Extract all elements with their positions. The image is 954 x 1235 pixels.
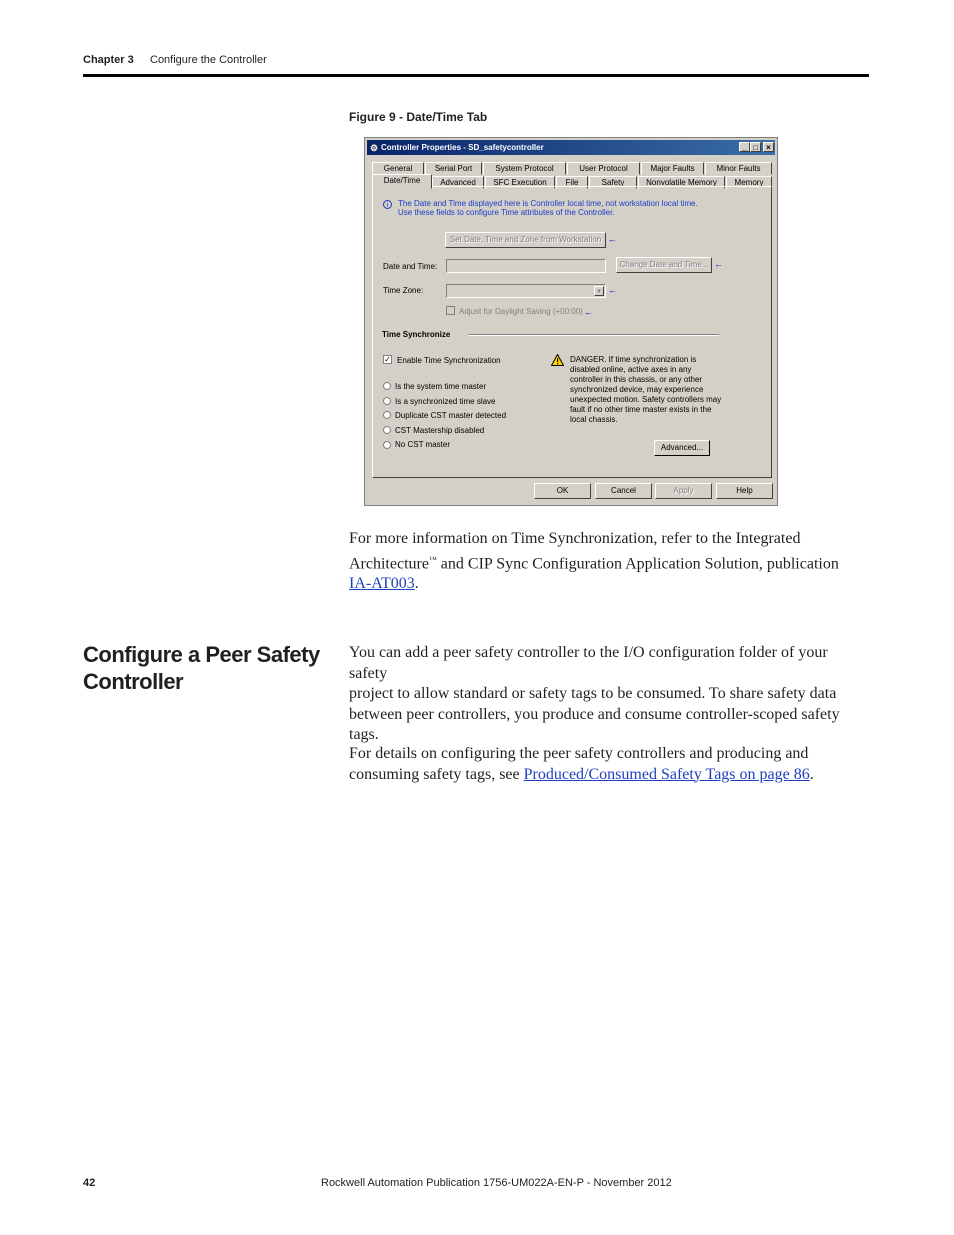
time-zone-label: Time Zone:: [383, 286, 424, 295]
radio-label: No CST master: [395, 440, 450, 449]
tab-advanced[interactable]: Advanced: [432, 176, 484, 189]
radio-mastership-disabled[interactable]: [383, 426, 391, 434]
cancel-button[interactable]: Cancel: [595, 483, 652, 499]
arrow-left-icon: ←: [608, 285, 617, 295]
arrow-left-icon: ←: [608, 234, 617, 244]
tab-minor-faults[interactable]: Minor Faults: [705, 162, 772, 175]
tab-system-protocol[interactable]: System Protocol: [483, 162, 566, 175]
daylight-saving-label: Adjust for Daylight Saving (+00:00): [459, 307, 583, 316]
radio-label: Is the system time master: [395, 382, 487, 391]
app-icon: ⚙: [370, 143, 379, 153]
help-button[interactable]: Help: [716, 483, 773, 499]
info-line-2: Use these fields to configure Time attributes of the Controller.: [398, 208, 615, 217]
para-line: consuming safety tags, see: [349, 765, 524, 783]
danger-line-2: disabled online, active axes in any: [570, 365, 692, 374]
para-line: tags.: [349, 726, 379, 743]
arrow-left-icon: ←: [584, 307, 593, 317]
info-line-1: The Date and Time displayed here is Controller local time, not workstation local time.: [398, 199, 698, 208]
details-paragraph: [349, 744, 869, 785]
time-sync-paragraph: [349, 529, 869, 595]
danger-line-1: DANGER. If time synchronization is: [570, 355, 697, 364]
chevron-down-icon[interactable]: ▼: [594, 286, 604, 296]
tab-nonvolatile-memory[interactable]: Nonvolatile Memory: [638, 176, 725, 189]
para-line: project to allow standard or safety tags to be consumed. To share safety data: [349, 685, 837, 702]
close-icon[interactable]: ×: [763, 142, 774, 152]
time-synchronize-heading: Time Synchronize: [382, 330, 451, 339]
arrow-left-icon: ←: [714, 259, 723, 269]
tab-user-protocol[interactable]: User Protocol: [567, 162, 640, 175]
daylight-saving-checkbox[interactable]: [446, 306, 455, 315]
trademark: ™: [428, 554, 437, 564]
chapter-title: Configure the Controller: [150, 54, 267, 66]
para-line: You can add a peer safety controller to the I/O configuration folder of your safety: [349, 644, 828, 682]
danger-line-5: unexpected motion. Safety controllers may: [570, 395, 722, 404]
radio-label: Is a synchronized time slave: [395, 397, 496, 406]
tab-safety[interactable]: Safety: [589, 176, 637, 189]
para-end: .: [809, 765, 814, 783]
tab-serial-port[interactable]: Serial Port: [425, 162, 482, 175]
radio-label: CST Mastership disabled: [395, 426, 485, 435]
ia-at003-link[interactable]: IA-AT003: [349, 575, 415, 593]
figure-caption: Figure 9 - Date/Time Tab: [349, 110, 488, 124]
set-from-workstation-button[interactable]: Set Date, Time and Zone from Workstation: [445, 232, 606, 248]
header-rule: [83, 74, 869, 77]
dialog-titlebar: [367, 140, 775, 155]
tab-general[interactable]: General: [372, 162, 424, 175]
produced-consumed-link[interactable]: Produced/Consumed Safety Tags on page 86: [523, 765, 810, 783]
radio-time-slave[interactable]: [383, 397, 391, 405]
section-title: Configure a Peer Safety Controller: [83, 642, 320, 694]
tab-sfc-execution[interactable]: SFC Execution: [485, 176, 555, 189]
date-time-label: Date and Time:: [383, 262, 438, 271]
minimize-icon[interactable]: _: [739, 142, 750, 152]
enable-time-sync-checkbox[interactable]: ✓: [384, 355, 391, 364]
danger-line-3: controller in this chassis, or any other: [570, 375, 703, 384]
info-icon: i: [383, 200, 392, 209]
danger-line-6: fault if no other time master exists in the: [570, 405, 712, 414]
danger-line-4: synchronized device, may experience: [570, 385, 704, 394]
group-divider: [469, 334, 719, 336]
change-date-time-button[interactable]: Change Date and Time...: [616, 257, 712, 273]
advanced-button[interactable]: Advanced...: [654, 440, 710, 456]
maximize-icon[interactable]: □: [750, 142, 761, 152]
warning-icon: [551, 354, 564, 366]
radio-no-master[interactable]: [383, 441, 391, 449]
tab-memory[interactable]: Memory: [726, 176, 772, 189]
para-end: .: [414, 575, 419, 593]
para-line: and CIP Sync Configuration Application Solution, publication: [436, 554, 839, 572]
dialog-title: Controller Properties - SD_safetycontroller: [381, 143, 544, 152]
publication-footer: Rockwell Automation Publication 1756-UM022A-EN-P - November 2012: [321, 1177, 672, 1189]
ok-button[interactable]: OK: [534, 483, 591, 499]
danger-line-7: local chassis.: [570, 415, 618, 424]
page-number: 42: [83, 1177, 96, 1189]
tab-file[interactable]: File: [556, 176, 588, 189]
chapter-label: Chapter 3: [83, 54, 134, 66]
para-line: between peer controllers, you produce and consume controller-scoped safety: [349, 705, 840, 723]
date-time-field[interactable]: [446, 259, 606, 273]
para-line: For more information on Time Synchronization, refer to the Integrated: [349, 530, 801, 547]
apply-button[interactable]: Apply: [655, 483, 712, 499]
para-line: For details on configuring the peer safety controllers and producing and: [349, 745, 809, 762]
para-line: Architecture: [349, 554, 429, 572]
radio-label: Duplicate CST master detected: [395, 411, 507, 420]
tab-major-faults[interactable]: Major Faults: [641, 162, 704, 175]
radio-time-master[interactable]: [383, 382, 391, 390]
radio-duplicate-master[interactable]: [383, 411, 391, 419]
tab-date-time[interactable]: Date/Time: [372, 174, 432, 189]
peer-controller-paragraph: [349, 643, 869, 746]
enable-time-sync-label: Enable Time Synchronization: [397, 356, 501, 365]
time-zone-select[interactable]: [446, 284, 606, 298]
controller-properties-dialog: [364, 137, 778, 506]
